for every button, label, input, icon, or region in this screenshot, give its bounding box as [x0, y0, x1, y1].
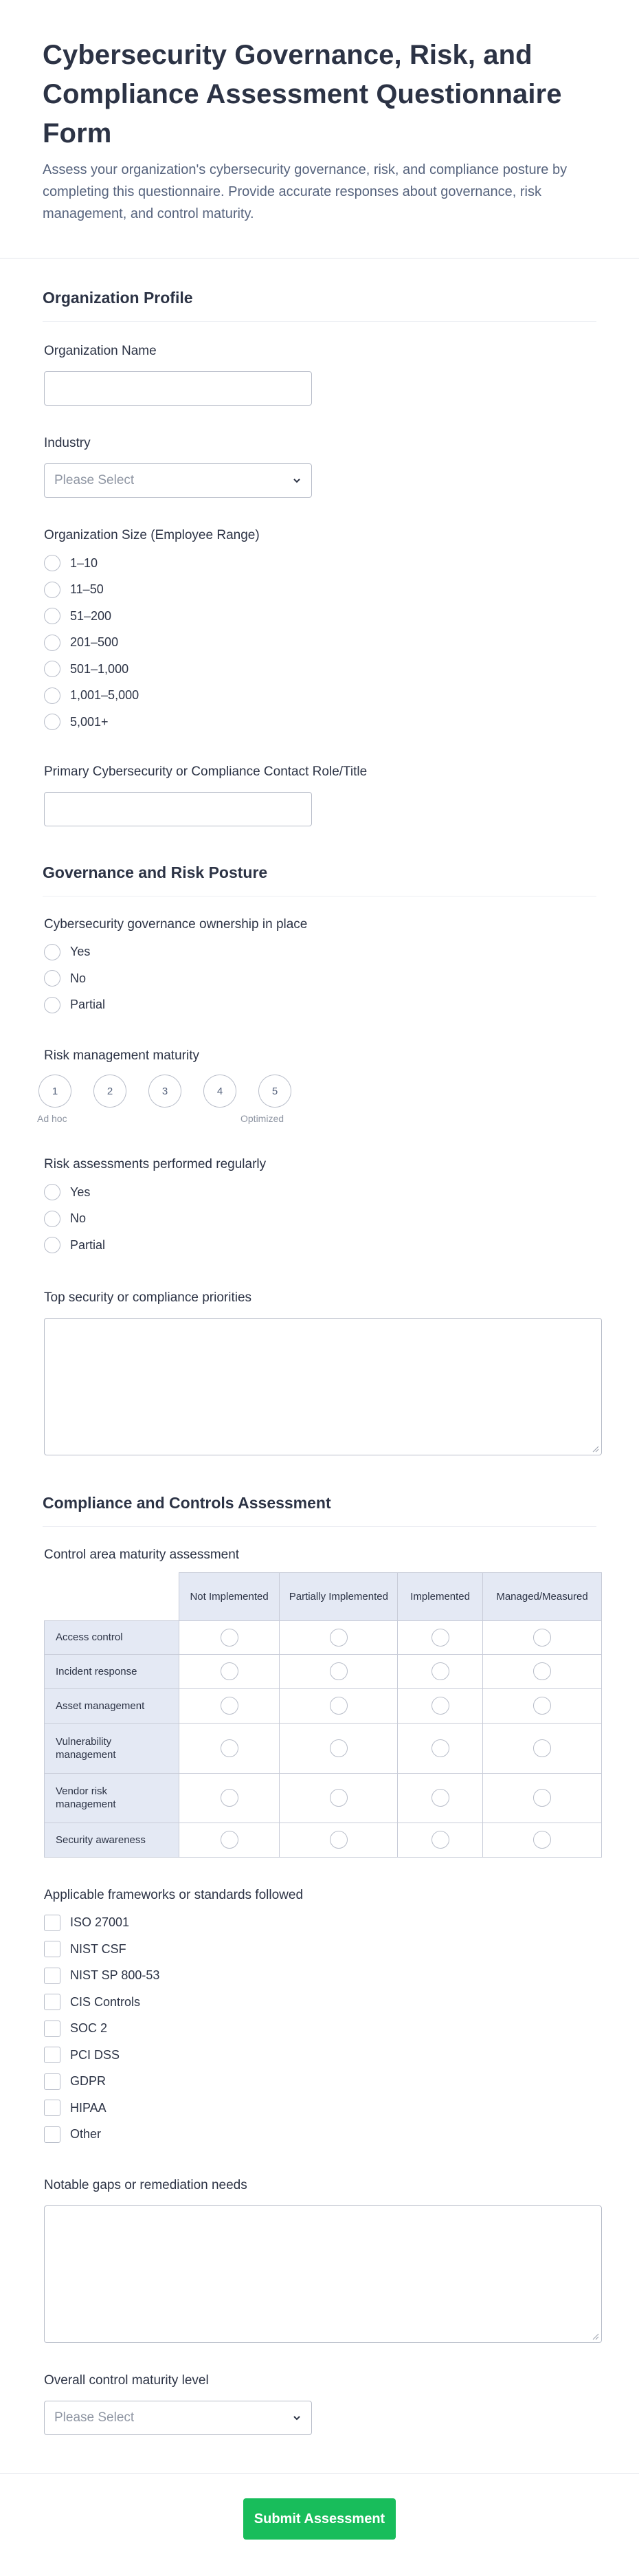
size-option[interactable] — [44, 550, 595, 577]
ownership-option[interactable] — [44, 939, 595, 966]
matrix-row-label: Vulnerability management — [45, 1723, 179, 1773]
radio-button[interactable] — [44, 970, 60, 987]
radio-button[interactable] — [431, 1697, 449, 1715]
frameworks-label: Applicable frameworks or standards followed — [44, 1887, 304, 1902]
overall-maturity-select[interactable] — [44, 2401, 312, 2435]
option-label: Yes — [70, 945, 91, 959]
control-matrix-label: Control area maturity assessment — [44, 1547, 240, 1562]
matrix-cell[interactable] — [483, 1654, 602, 1688]
industry-select[interactable] — [44, 463, 312, 498]
contact-role-label: Primary Cybersecurity or Compliance Contact Role/Title — [44, 764, 368, 779]
radio-button[interactable] — [330, 1831, 348, 1849]
matrix-cell[interactable] — [179, 1823, 280, 1857]
matrix-cell[interactable] — [483, 1620, 602, 1654]
matrix-cell[interactable] — [398, 1823, 483, 1857]
risk-maturity-scale — [38, 1075, 595, 1108]
option-label: PCI DSS — [70, 2047, 120, 2062]
radio-button[interactable] — [221, 1629, 238, 1647]
matrix-row — [45, 1723, 602, 1773]
assess-option[interactable] — [44, 1179, 595, 1206]
matrix-cell[interactable] — [398, 1688, 483, 1723]
checkbox[interactable] — [44, 2047, 60, 2063]
checkbox[interactable] — [44, 2073, 60, 2090]
matrix-cell[interactable] — [483, 1823, 602, 1857]
ownership-option[interactable] — [44, 992, 595, 1019]
gaps-label: Notable gaps or remediation needs — [44, 2178, 247, 2192]
option-label: Yes — [70, 1185, 91, 1199]
option-label: Partial — [70, 998, 106, 1012]
checkbox[interactable] — [44, 2100, 60, 2116]
option-label: 1–10 — [70, 555, 98, 570]
radio-button[interactable] — [330, 1739, 348, 1757]
radio-button[interactable] — [221, 1831, 238, 1849]
industry-label: Industry — [44, 436, 91, 450]
section-organization-profile — [0, 258, 639, 826]
radio-button[interactable] — [533, 1662, 551, 1680]
radio-button[interactable] — [431, 1662, 449, 1680]
matrix-cell[interactable] — [179, 1773, 280, 1823]
section-title-organization: Organization Profile — [43, 258, 596, 322]
radio-button[interactable] — [533, 1831, 551, 1849]
framework-option[interactable] — [44, 1936, 595, 1963]
checkbox[interactable] — [44, 1968, 60, 1984]
radio-button[interactable] — [431, 1789, 449, 1807]
framework-option[interactable] — [44, 1963, 595, 1990]
matrix-row — [45, 1823, 602, 1857]
scale-option-3[interactable]: 3 — [148, 1075, 181, 1108]
matrix-cell[interactable] — [483, 1723, 602, 1773]
radio-button[interactable] — [533, 1629, 551, 1647]
option-label: 5,001+ — [70, 714, 109, 729]
option-label: 501–1,000 — [70, 661, 129, 676]
checkbox[interactable] — [44, 1941, 60, 1957]
option-label: HIPAA — [70, 2100, 106, 2115]
radio-button[interactable] — [533, 1739, 551, 1757]
option-label: 1,001–5,000 — [70, 688, 139, 703]
option-label: 201–500 — [70, 635, 119, 650]
radio-button[interactable] — [44, 714, 60, 730]
matrix-cell[interactable] — [179, 1723, 280, 1773]
scale-labels — [37, 1113, 595, 1130]
overall-maturity-placeholder: Please Select — [54, 2410, 135, 2425]
matrix-row-label: Security awareness — [45, 1823, 179, 1857]
radio-button[interactable] — [330, 1697, 348, 1715]
matrix-cell[interactable] — [280, 1823, 398, 1857]
organization-name-label: Organization Name — [44, 344, 157, 358]
field-organization-size — [43, 528, 596, 736]
framework-option[interactable] — [44, 2069, 595, 2095]
matrix-corner — [45, 1572, 179, 1620]
field-risk-assessments — [43, 1157, 596, 1259]
radio-button[interactable] — [221, 1697, 238, 1715]
radio-button[interactable] — [330, 1629, 348, 1647]
size-option[interactable] — [44, 683, 595, 709]
size-option[interactable] — [44, 603, 595, 630]
resize-grip-icon[interactable] — [592, 2333, 599, 2340]
matrix-cell[interactable] — [398, 1620, 483, 1654]
option-label: Other — [70, 2127, 102, 2142]
radio-button[interactable] — [44, 1211, 60, 1227]
size-option[interactable] — [44, 709, 595, 736]
risk-maturity-label: Risk management maturity — [44, 1048, 199, 1063]
radio-button[interactable] — [44, 608, 60, 624]
matrix-row — [45, 1773, 602, 1823]
option-label: ISO 27001 — [70, 1915, 130, 1930]
matrix-cell[interactable] — [398, 1654, 483, 1688]
field-contact-role — [43, 764, 596, 826]
scale-option-1[interactable]: 1 — [38, 1075, 71, 1108]
matrix-cell[interactable] — [280, 1773, 398, 1823]
field-gaps — [43, 2178, 596, 2343]
matrix-row — [45, 1688, 602, 1723]
framework-option[interactable] — [44, 2095, 595, 2122]
radio-button[interactable] — [44, 687, 60, 704]
gaps-textarea[interactable] — [44, 2205, 602, 2343]
option-label: No — [70, 971, 87, 985]
assess-option[interactable] — [44, 1232, 595, 1259]
radio-button[interactable] — [533, 1789, 551, 1807]
matrix-column-header: Partially Implemented — [280, 1572, 398, 1620]
matrix-cell[interactable] — [280, 1688, 398, 1723]
framework-option[interactable] — [44, 1989, 595, 2016]
matrix-column-header: Implemented — [398, 1572, 483, 1620]
matrix-cell[interactable] — [179, 1688, 280, 1723]
matrix-row-label: Access control — [45, 1620, 179, 1654]
radio-button[interactable] — [44, 1237, 60, 1253]
form-description: Assess your organization's cybersecurity governance, risk, and compliance posture by completing this questionnaire. Provide accurate responses about governance, risk management, and control maturity. — [43, 162, 568, 221]
radio-button[interactable] — [44, 1184, 60, 1200]
radio-button[interactable] — [431, 1739, 449, 1757]
field-frameworks — [43, 1888, 596, 2148]
matrix-row-label: Incident response — [45, 1654, 179, 1688]
checkbox[interactable] — [44, 1994, 60, 2010]
field-control-matrix — [43, 1548, 596, 1858]
radio-button[interactable] — [221, 1739, 238, 1757]
field-industry — [43, 436, 596, 498]
framework-option[interactable] — [44, 2016, 595, 2043]
matrix-cell[interactable] — [483, 1688, 602, 1723]
section-title-governance: Governance and Risk Posture — [43, 826, 596, 896]
option-label: CIS Controls — [70, 1994, 141, 2009]
size-option[interactable] — [44, 656, 595, 683]
framework-option[interactable] — [44, 2042, 595, 2069]
form-footer — [0, 2473, 639, 2576]
ownership-option[interactable] — [44, 965, 595, 992]
matrix-row — [45, 1654, 602, 1688]
organization-name-input[interactable] — [44, 371, 312, 406]
matrix-row — [45, 1620, 602, 1654]
checkbox[interactable] — [44, 2021, 60, 2037]
matrix-column-header: Managed/Measured — [483, 1572, 602, 1620]
matrix-header-row — [45, 1572, 602, 1620]
contact-role-input[interactable] — [44, 792, 312, 826]
matrix-row-label: Asset management — [45, 1688, 179, 1723]
industry-placeholder: Please Select — [54, 473, 135, 487]
matrix-cell[interactable] — [280, 1723, 398, 1773]
resize-grip-icon[interactable] — [592, 1446, 599, 1453]
checkbox[interactable] — [44, 1915, 60, 1931]
matrix-cell[interactable] — [179, 1620, 280, 1654]
chevron-down-icon — [292, 476, 302, 485]
radio-button[interactable] — [44, 555, 60, 571]
option-label: GDPR — [70, 2074, 106, 2089]
matrix-cell[interactable] — [280, 1654, 398, 1688]
option-label: Partial — [70, 1237, 106, 1252]
radio-button[interactable] — [44, 944, 60, 960]
matrix-cell[interactable] — [398, 1723, 483, 1773]
size-option[interactable] — [44, 630, 595, 657]
control-maturity-matrix — [44, 1572, 602, 1858]
assess-option[interactable] — [44, 1206, 595, 1233]
section-governance-risk — [0, 826, 639, 1455]
framework-option[interactable] — [44, 2122, 595, 2148]
radio-button[interactable] — [44, 661, 60, 677]
section-title-compliance: Compliance and Controls Assessment — [43, 1455, 596, 1527]
scale-high-label: Optimized — [240, 1113, 284, 1124]
radio-button[interactable] — [221, 1662, 238, 1680]
field-risk-maturity — [37, 1048, 596, 1130]
matrix-cell[interactable] — [398, 1773, 483, 1823]
radio-button[interactable] — [221, 1789, 238, 1807]
overall-maturity-label: Overall control maturity level — [44, 2373, 209, 2388]
option-label: NIST SP 800-53 — [70, 1968, 160, 1983]
radio-button[interactable] — [533, 1697, 551, 1715]
chevron-down-icon — [292, 2413, 302, 2423]
radio-button[interactable] — [330, 1789, 348, 1807]
scale-low-label: Ad hoc — [37, 1113, 67, 1124]
option-label: No — [70, 1211, 87, 1226]
checkbox[interactable] — [44, 2126, 60, 2143]
field-organization-name — [43, 344, 596, 406]
radio-button[interactable] — [44, 635, 60, 651]
priorities-textarea[interactable] — [44, 1318, 602, 1455]
field-overall-maturity — [43, 2373, 596, 2435]
scale-option-5[interactable]: 5 — [258, 1075, 291, 1108]
radio-button[interactable] — [44, 582, 60, 598]
radio-button[interactable] — [44, 997, 60, 1013]
matrix-row-label: Vendor risk management — [45, 1773, 179, 1823]
submit-assessment-button[interactable]: Submit Assessment — [243, 2498, 396, 2540]
size-option[interactable] — [44, 577, 595, 604]
radio-button[interactable] — [330, 1662, 348, 1680]
option-label: SOC 2 — [70, 2021, 108, 2036]
framework-option[interactable] — [44, 1910, 595, 1937]
field-governance-ownership — [43, 917, 596, 1019]
section-compliance-controls — [0, 1455, 639, 2436]
radio-button[interactable] — [431, 1629, 449, 1647]
organization-size-label: Organization Size (Employee Range) — [44, 528, 260, 542]
scale-option-2[interactable]: 2 — [93, 1075, 126, 1108]
field-priorities — [43, 1290, 596, 1455]
form-title: Cybersecurity Governance, Risk, and Compliance Assessment Questionnaire Form — [43, 40, 562, 148]
matrix-cell[interactable] — [179, 1654, 280, 1688]
form-header — [0, 0, 639, 258]
radio-button[interactable] — [431, 1831, 449, 1849]
matrix-cell[interactable] — [483, 1773, 602, 1823]
risk-assessments-label: Risk assessments performed regularly — [44, 1157, 267, 1171]
matrix-column-header: Not Implemented — [179, 1572, 280, 1620]
governance-ownership-label: Cybersecurity governance ownership in place — [44, 916, 308, 932]
option-label: 11–50 — [70, 582, 104, 597]
organization-size-options — [44, 550, 595, 736]
matrix-cell[interactable] — [280, 1620, 398, 1654]
priorities-label: Top security or compliance priorities — [44, 1290, 252, 1305]
scale-option-4[interactable]: 4 — [203, 1075, 236, 1108]
option-label: NIST CSF — [70, 1941, 126, 1956]
option-label: 51–200 — [70, 608, 112, 623]
